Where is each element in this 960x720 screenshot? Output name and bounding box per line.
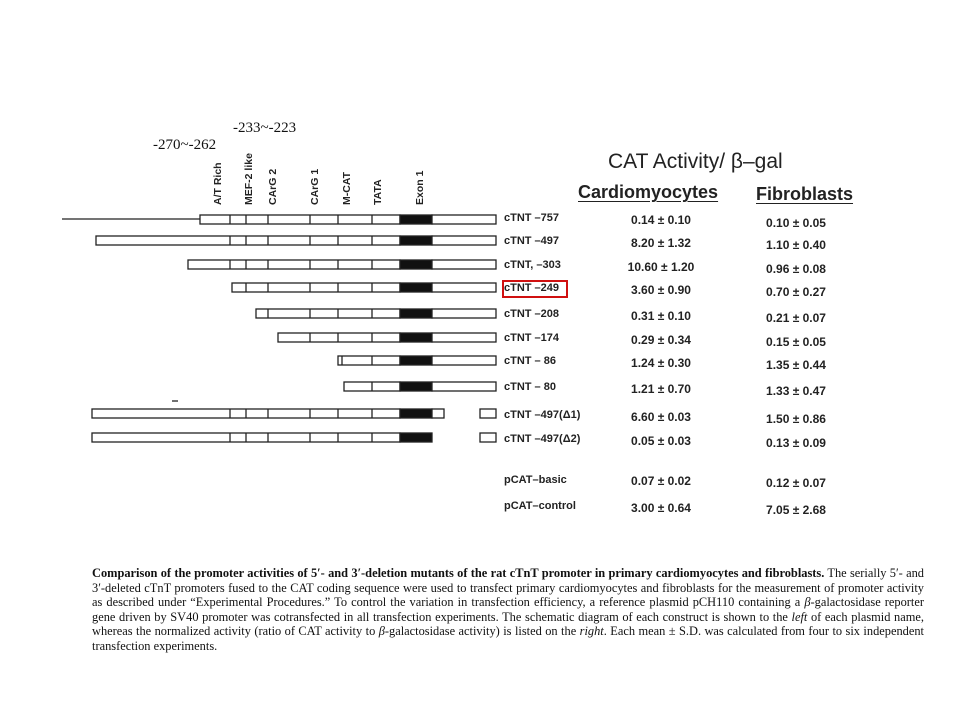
cardio-value: 0.29 ± 0.34 <box>631 333 691 347</box>
caption-text: of each plasmid name, whereas the normalized activity (ratio of CAT activity to <box>92 609 924 639</box>
cardio-value: 1.21 ± 0.70 <box>631 382 691 396</box>
fibro-value: 0.15 ± 0.05 <box>766 335 826 349</box>
label-carg1: CArG 1 <box>309 168 321 205</box>
row-name: cTNT –497(Δ1) <box>504 409 581 421</box>
column-header-cardiomyocytes: Cardiomyocytes <box>578 182 719 202</box>
caption-text: -galactosidase activity) is listed on the <box>384 624 580 639</box>
fibro-value: 1.50 ± 0.86 <box>766 412 826 426</box>
label-mef2-like: MEF-2 like <box>243 153 255 205</box>
construct-86 <box>338 356 496 365</box>
cardio-value: 3.00 ± 0.64 <box>631 501 691 515</box>
cardio-value: 0.07 ± 0.02 <box>631 474 691 488</box>
caption-title: Comparison of the promoter activities of 5′- and 3′-deletion mutants of the rat cTnT promoter in primary cardiomyocytes and fibroblasts. <box>92 566 825 580</box>
cardio-value: 6.60 ± 0.03 <box>631 410 691 424</box>
construct-diagram <box>0 205 500 465</box>
construct-249 <box>232 283 496 292</box>
label-exon1: Exon 1 <box>414 170 426 205</box>
cardio-value: 10.60 ± 1.20 <box>627 260 695 274</box>
cardio-value: 3.60 ± 0.90 <box>631 283 691 297</box>
caption-text: . Each mean ± S.D. was calculated from four to six independent transfection experiments. <box>92 624 924 653</box>
row-name: cTNT –757 <box>504 212 560 224</box>
row-name: cTNT, –303 <box>504 259 561 271</box>
construct-174 <box>278 333 496 342</box>
fibro-value: 0.70 ± 0.27 <box>766 285 826 299</box>
construct-303 <box>188 260 496 269</box>
construct-497-delta2 <box>92 433 496 442</box>
row-name: cTNT –249 <box>504 282 560 294</box>
row-name: cTNT –208 <box>504 308 560 320</box>
caption-beta: β <box>378 624 385 639</box>
row-name: cTNT –497(Δ2) <box>504 433 581 445</box>
cardio-value: 0.31 ± 0.10 <box>631 309 691 323</box>
fibro-value: 1.10 ± 0.40 <box>766 238 826 252</box>
column-header-fibroblasts: Fibroblasts <box>756 184 854 204</box>
caption-text: The serially 5′- and 3′-deleted cTnT promoters fused to the CAT coding sequence were used to transfect primary cardiomyocytes and fibroblasts for the measurement of promoter activity as described under “Experimental Procedures.” To control the variation in transfection efficiency, a reference plasmid pCH110 containing a <box>92 566 924 610</box>
annotation-range-high: -233~-223 <box>233 120 297 136</box>
label-tata: TATA <box>372 179 384 205</box>
cardio-value: 8.20 ± 1.32 <box>631 236 691 250</box>
row-name: pCAT–control <box>504 500 576 512</box>
fibro-value: 0.12 ± 0.07 <box>766 476 826 490</box>
annotation-range-low: -270~-262 <box>153 137 217 153</box>
figure-caption <box>92 566 924 654</box>
construct-80 <box>344 382 496 391</box>
cardio-value: 0.05 ± 0.03 <box>631 434 691 448</box>
fibro-value: 0.10 ± 0.05 <box>766 216 826 230</box>
cardio-value: 1.24 ± 0.30 <box>631 356 691 370</box>
row-name: pCAT–basic <box>504 474 567 486</box>
label-at-rich: A/T Rich <box>212 162 224 205</box>
caption-beta: β <box>804 595 811 610</box>
label-carg2: CArG 2 <box>267 168 279 205</box>
caption-text: -galactosidase reporter gene driven by SV40 promoter was cotransfected in all transfection experiments. The schematic diagram of each construct is shown to the <box>92 595 924 624</box>
row-name: cTNT –497 <box>504 235 560 247</box>
fibro-value: 0.13 ± 0.09 <box>766 436 826 450</box>
caption-left: left <box>791 609 808 624</box>
label-m-cat: M-CAT <box>341 171 353 205</box>
row-name: cTNT – 80 <box>504 381 556 393</box>
fibro-value: 0.21 ± 0.07 <box>766 311 826 325</box>
cardio-value: 0.14 ± 0.10 <box>631 213 691 227</box>
fibro-value: 1.35 ± 0.44 <box>766 358 826 372</box>
construct-208 <box>256 309 496 318</box>
row-name: cTNT –174 <box>504 332 560 344</box>
fibro-value: 0.96 ± 0.08 <box>766 262 826 276</box>
table-title: CAT Activity/ β–gal <box>608 150 783 173</box>
highlight-box <box>502 280 568 298</box>
fibro-value: 1.33 ± 0.47 <box>766 384 826 398</box>
construct-497-delta1 <box>92 409 496 418</box>
row-name: cTNT – 86 <box>504 355 556 367</box>
fibro-value: 7.05 ± 2.68 <box>766 503 826 517</box>
construct-497 <box>96 236 496 245</box>
construct-757 <box>62 215 496 224</box>
caption-right: right <box>579 624 604 639</box>
